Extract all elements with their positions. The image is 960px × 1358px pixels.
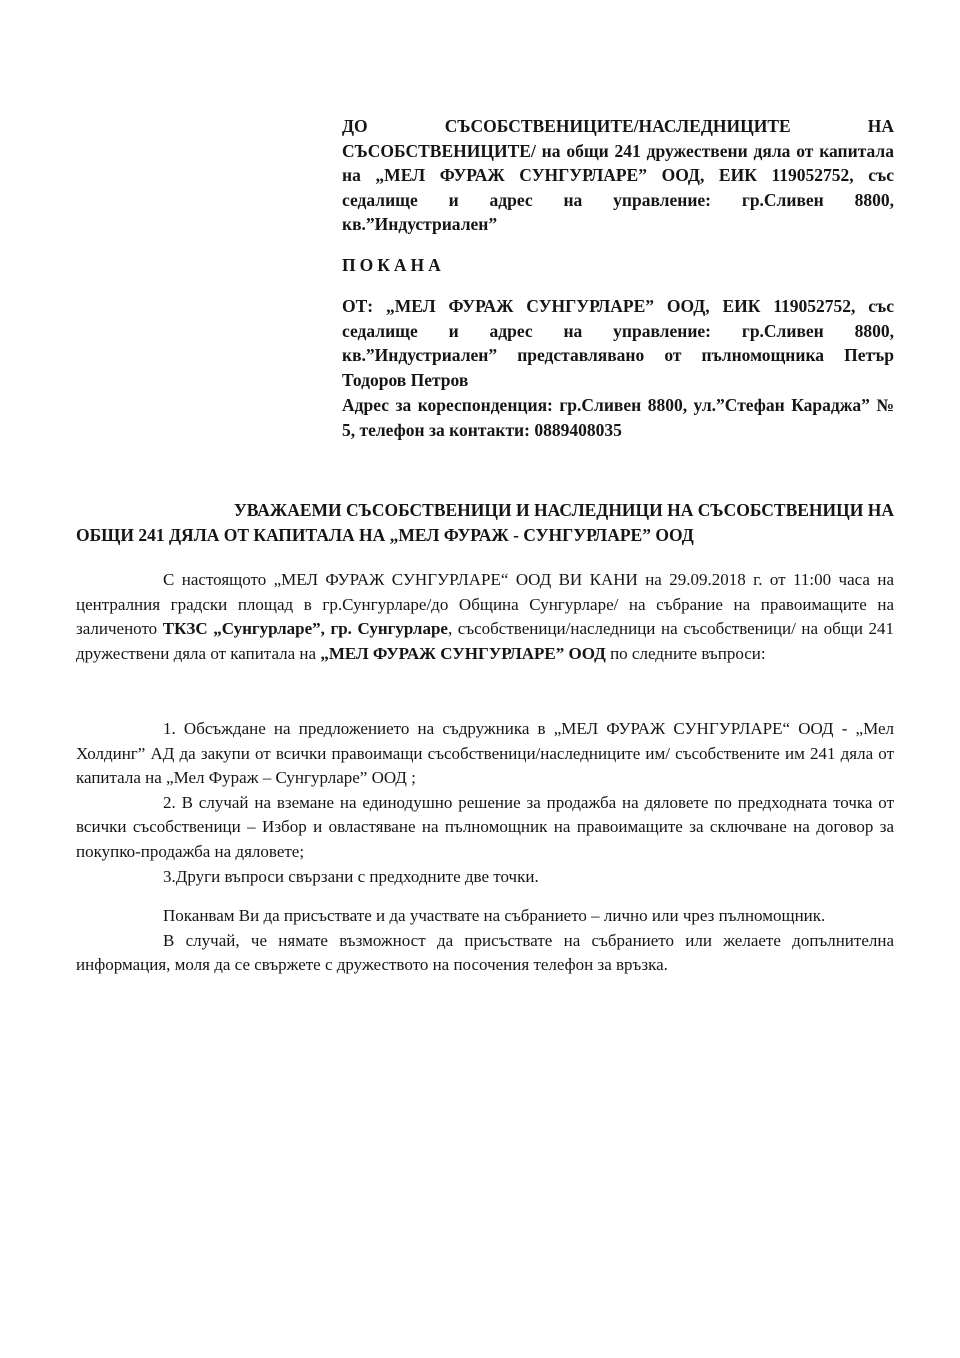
correspondence-address: Адрес за кореспонденция: гр.Сливен 8800, ул.”Стефан Караджа” № 5, телефон за контакти: 0889408035	[342, 395, 894, 440]
closing-block	[76, 904, 894, 978]
intro-text-3: по следните въпроси:	[605, 643, 766, 663]
document-title: ПОКАНА	[342, 255, 445, 275]
sender-line-1: ОТ: „МЕЛ ФУРАЖ СУНГУРЛАРЕ” ООД, ЕИК 119052752, със	[342, 296, 894, 316]
agenda-item: 2. В случай на вземане на единодушно решение за продажба на дяловете по предходната точка от всички съсобственици – Избор и овластяване на пълномощник на правоимащите за сключване на договор за покупко-продажба на дяловете;	[76, 792, 894, 861]
salutation-line-1: УВАЖАЕМИ СЪСОБСТВЕНИЦИ И НАСЛЕДНИЦИ НА СЪСОБСТВЕНИЦИ НА	[233, 500, 894, 520]
sender-block	[342, 294, 894, 392]
intro-tkzs: ТКЗС „Сунгурларе”, гр. Сунгурларе	[162, 619, 448, 639]
agenda-item: 3.Други въпроси свързани с предходните две точки.	[163, 866, 539, 886]
intro-company: „МЕЛ ФУРАЖ СУНГУРЛАРЕ” ООД	[320, 643, 606, 663]
agenda-item: 1. Обсъждане на предложението на съдружника в „МЕЛ ФУРАЖ СУНГУРЛАРЕ“ ООД - „Мел Холдинг” АД да закупи от всички правоимащи съсобственици/наследниците им/ съсобствените им 241 дяла от капитала на „Мел Фураж – Сунгурларе” ООД ;	[76, 719, 894, 788]
closing-paragraph: Поканвам Ви да присъствате и да участвате на събранието – лично или чрез пълномощник.	[163, 906, 826, 925]
sender-district: кв.”Индустриален”	[342, 345, 498, 366]
agenda-list	[76, 717, 894, 889]
intro-text-2: , съсобственици/наследници на съсобственици/ на общи 241 дружествени дяла от капитала на	[76, 619, 895, 663]
recipients-text: СЪСОБСТВЕНИЦИТЕ/ на общи 241 дружествени дяла от капитала на „МЕЛ ФУРАЖ СУНГУРЛАРЕ” ООД, ЕИК 119052752, със седалище и адрес на управление: гр.Сливен 8800, кв.”Индустриален”	[342, 140, 894, 235]
intro-text-1: С настоящото „МЕЛ ФУРАЖ СУНГУРЛАРЕ“ ООД ВИ КАНИ на 29.09.2018 г. от 11:00 часа на централния градски площад в гр.Сунгурларе/до Община Сунгурларе/ на събрание на правоимащите на заличеното	[76, 570, 894, 639]
salutation-line-2: ОБЩИ 241 ДЯЛА ОТ КАПИТАЛА НА „МЕЛ ФУРАЖ - СУНГУРЛАРЕ” ООД	[76, 524, 694, 545]
closing-paragraph: В случай, че нямате възможност да присъствате на събранието или желаете допълнителна информация, моля да се свържете с дружеството на посочения телефон за връзка.	[76, 930, 894, 975]
recipients-line-1: ДО СЪСОБСТВЕНИЦИТЕ/НАСЛЕДНИЦИТЕ НА	[342, 116, 894, 136]
intro-paragraph	[76, 568, 894, 666]
recipients-block	[342, 114, 894, 237]
sender-line-2: седалище и адрес на управление: гр.Сливен 8800,	[342, 320, 894, 341]
sender-representative: представлявано от пълномощника Петър Тодоров Петров	[342, 345, 894, 390]
salutation-heading	[76, 498, 894, 547]
